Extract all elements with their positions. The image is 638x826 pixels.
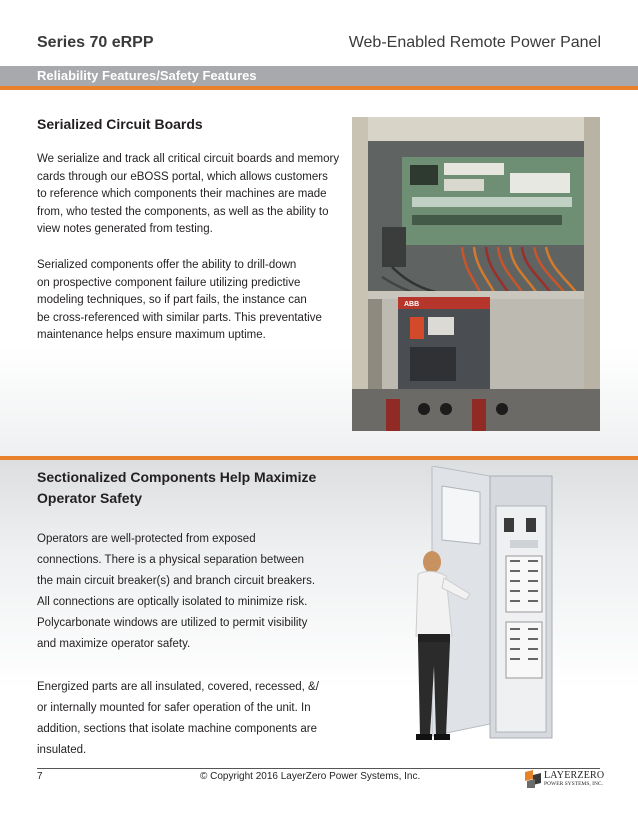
text-line: be cross-referenced with similar parts. This preventative bbox=[37, 311, 322, 324]
document-series-title: Series 70 eRPP bbox=[37, 34, 154, 51]
text-line: Energized parts are all insulated, covered, recessed, &/ bbox=[37, 681, 319, 693]
heading-line: Sectionalized Components Help Maximize bbox=[37, 469, 317, 485]
company-logo bbox=[524, 768, 605, 790]
logo-mark-icon bbox=[524, 769, 542, 789]
text-line: connections. There is a physical separation between bbox=[37, 554, 305, 566]
page-number: 7 bbox=[37, 771, 43, 782]
text-line: the main circuit breaker(s) and branch circuit breakers. bbox=[37, 575, 316, 587]
footer-rule bbox=[37, 768, 600, 769]
section1-paragraph-2 bbox=[37, 257, 322, 345]
text-line: or internally mounted for safer operation of the unit. In bbox=[37, 702, 311, 714]
text-line: and maximize operator safety. bbox=[37, 638, 191, 650]
text-line: cards through our eBOSS portal, which allows customers bbox=[37, 170, 328, 183]
breaker-brand-label: ABB bbox=[404, 301, 420, 308]
text-line: addition, sections that isolate machine components are bbox=[37, 723, 317, 735]
section1-heading: Serialized Circuit Boards bbox=[37, 116, 203, 132]
text-line: insulated. bbox=[37, 744, 87, 756]
logo-wordmark: LAYERZERO bbox=[544, 770, 605, 781]
logo-tagline: POWER SYSTEMS, INC. bbox=[544, 781, 603, 787]
text-line: on prospective component failure utilizing predictive bbox=[37, 276, 301, 289]
section-band bbox=[0, 66, 638, 86]
text-line: We serialize and track all critical circuit boards and memory bbox=[37, 153, 340, 165]
section2-heading bbox=[37, 467, 316, 509]
section-band-label: Reliability Features/Safety Features bbox=[37, 68, 257, 83]
text-line: Operators are well-protected from exposed bbox=[37, 533, 256, 545]
heading-line: Operator Safety bbox=[37, 490, 143, 506]
section1-paragraph-1 bbox=[37, 151, 339, 239]
section2-paragraph-1 bbox=[37, 529, 315, 655]
text-line: Polycarbonate windows are utilized to permit visibility bbox=[37, 617, 308, 629]
circuit-board-photo bbox=[352, 117, 600, 431]
text-line: maintenance helps ensure maximum uptime. bbox=[37, 329, 266, 341]
document-product-title: Web-Enabled Remote Power Panel bbox=[348, 34, 601, 51]
text-line: All connections are optically isolated to minimize risk. bbox=[37, 596, 308, 608]
text-line: modeling techniques, so if part fails, the instance can bbox=[37, 294, 307, 306]
text-line: from, who tested the components, as well as the ability to bbox=[37, 205, 329, 218]
copyright-notice: © Copyright 2016 LayerZero Power Systems, Inc. bbox=[200, 771, 421, 782]
text-line: to reference which components their machines are made bbox=[37, 188, 327, 200]
text-line: view notes generated from testing. bbox=[37, 223, 213, 235]
operator-cabinet-photo bbox=[410, 466, 560, 758]
section2-paragraph-2 bbox=[37, 677, 319, 761]
text-line: Serialized components offer the ability to drill-down bbox=[37, 259, 297, 271]
